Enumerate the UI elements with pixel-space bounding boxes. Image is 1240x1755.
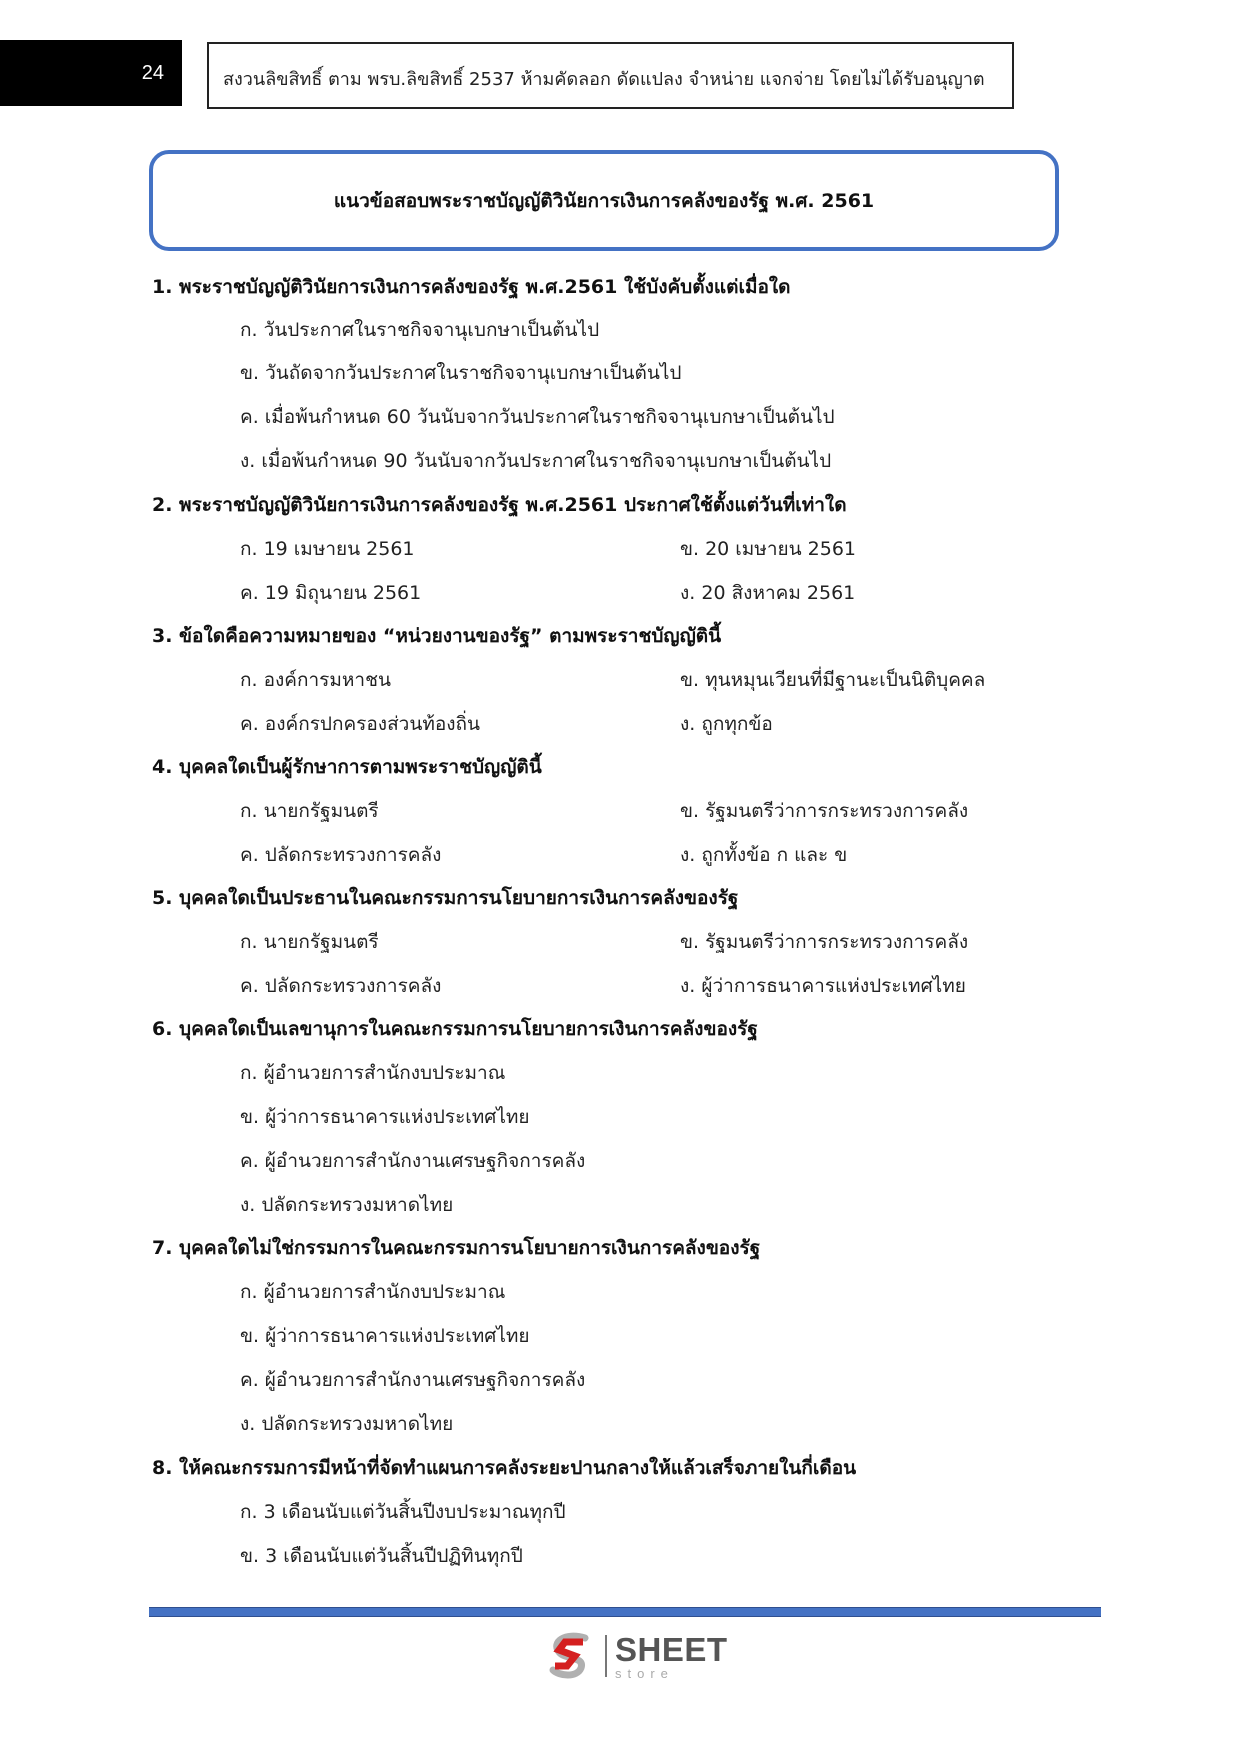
- question-2: 2. พระราชบัญญัติวินัยการเงินการคลังของรัฐ พ.ศ.2561 ประกาศใช้ตั้งแต่วันที่เท่าใด: [152, 494, 847, 516]
- q1-option-a: ก. วันประกาศในราชกิจจานุเบกษาเป็นต้นไป: [240, 319, 600, 341]
- q6-option-b: ข. ผู้ว่าการธนาคารแห่งประเทศไทย: [240, 1106, 530, 1128]
- q2-option-c: ค. 19 มิถุนายน 2561: [240, 582, 422, 604]
- q1-option-d: ง. เมื่อพ้นกำหนด 90 วันนับจากวันประกาศในราชกิจจานุเบกษาเป็นต้นไป: [240, 450, 832, 472]
- q6-option-a: ก. ผู้อำนวยการสำนักงบประมาณ: [240, 1062, 506, 1084]
- logo-sub-text: store: [615, 1665, 674, 1681]
- q1-option-b: ข. วันถัดจากวันประกาศในราชกิจจานุเบกษาเป็นต้นไป: [240, 362, 682, 384]
- question-5: 5. บุคคลใดเป็นประธานในคณะกรรมการนโยบายการเงินการคลังของรัฐ: [152, 887, 739, 909]
- q3-option-a: ก. องค์การมหาชน: [240, 669, 391, 691]
- q7-option-a: ก. ผู้อำนวยการสำนักงบประมาณ: [240, 1281, 506, 1303]
- copyright-banner: [207, 42, 1014, 109]
- q7-option-d: ง. ปลัดกระทรวงมหาดไทย: [240, 1413, 454, 1435]
- q6-option-d: ง. ปลัดกระทรวงมหาดไทย: [240, 1194, 454, 1216]
- q4-option-b: ข. รัฐมนตรีว่าการกระทรวงการคลัง: [680, 800, 969, 822]
- q6-option-c: ค. ผู้อำนวยการสำนักงานเศรษฐกิจการคลัง: [240, 1150, 586, 1172]
- q7-option-b: ข. ผู้ว่าการธนาคารแห่งประเทศไทย: [240, 1325, 530, 1347]
- page-number: 24: [141, 61, 164, 84]
- question-7: 7. บุคคลใดไม่ใช่กรรมการในคณะกรรมการนโยบายการเงินการคลังของรัฐ: [152, 1237, 761, 1259]
- q3-option-c: ค. องค์กรปกครองส่วนท้องถิ่น: [240, 713, 481, 735]
- question-6: 6. บุคคลใดเป็นเลขานุการในคณะกรรมการนโยบายการเงินการคลังของรัฐ: [152, 1018, 758, 1040]
- q1-option-c: ค. เมื่อพ้นกำหนด 60 วันนับจากวันประกาศในราชกิจจานุเบกษาเป็นต้นไป: [240, 406, 835, 428]
- q8-option-a: ก. 3 เดือนนับแต่วันสิ้นปีงบประมาณทุกปี: [240, 1501, 566, 1523]
- question-1: 1. พระราชบัญญัติวินัยการเงินการคลังของรัฐ พ.ศ.2561 ใช้บังคับตั้งแต่เมื่อใด: [152, 276, 791, 298]
- q5-option-b: ข. รัฐมนตรีว่าการกระทรวงการคลัง: [680, 931, 969, 953]
- question-3: 3. ข้อใดคือความหมายของ “หน่วยงานของรัฐ” ตามพระราชบัญญัตินี้: [152, 625, 722, 647]
- logo-main-text: SHEET: [615, 1630, 728, 1668]
- q4-option-a: ก. นายกรัฐมนตรี: [240, 800, 379, 822]
- q3-option-b: ข. ทุนหมุนเวียนที่มีฐานะเป็นนิติบุคคล: [680, 669, 986, 691]
- q2-option-b: ข. 20 เมษายน 2561: [680, 538, 857, 560]
- sheet-store-logo: [545, 1630, 728, 1682]
- q2-option-d: ง. 20 สิงหาคม 2561: [680, 582, 856, 604]
- copyright-notice: สงวนลิขสิทธิ์ ตาม พรบ.ลิขสิทธิ์ 2537 ห้ามคัดลอก ดัดแปลง จำหน่าย แจกจ่าย โดยไม่ได้รับอนุญาต: [223, 69, 985, 90]
- q2-option-a: ก. 19 เมษายน 2561: [240, 538, 415, 560]
- document-title: แนวข้อสอบพระราชบัญญัติวินัยการเงินการคลังของรัฐ พ.ศ. 2561: [333, 189, 875, 212]
- q7-option-c: ค. ผู้อำนวยการสำนักงานเศรษฐกิจการคลัง: [240, 1369, 586, 1391]
- question-4: 4. บุคคลใดเป็นผู้รักษาการตามพระราชบัญญัตินี้: [152, 756, 542, 778]
- q4-option-d: ง. ถูกทั้งข้อ ก และ ข: [680, 844, 848, 866]
- question-8: 8. ให้คณะกรรมการมีหน้าที่จัดทำแผนการคลังระยะปานกลางให้แล้วเสร็จภายในกี่เดือน: [152, 1457, 857, 1479]
- page-number-box: [0, 40, 182, 106]
- q8-option-b: ข. 3 เดือนนับแต่วันสิ้นปีปฏิทินทุกปี: [240, 1545, 523, 1567]
- logo-separator: [605, 1635, 607, 1677]
- sheet-store-logo-icon: [545, 1630, 597, 1682]
- q5-option-a: ก. นายกรัฐมนตรี: [240, 931, 379, 953]
- q5-option-d: ง. ผู้ว่าการธนาคารแห่งประเทศไทย: [680, 975, 966, 997]
- q4-option-c: ค. ปลัดกระทรวงการคลัง: [240, 844, 442, 866]
- footer-divider: [149, 1607, 1101, 1617]
- document-title-box: [149, 150, 1059, 251]
- q5-option-c: ค. ปลัดกระทรวงการคลัง: [240, 975, 442, 997]
- q3-option-d: ง. ถูกทุกข้อ: [680, 713, 773, 735]
